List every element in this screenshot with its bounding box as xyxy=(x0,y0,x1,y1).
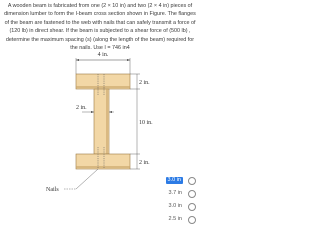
right-dimensions xyxy=(130,74,140,169)
answer-choice-3[interactable] xyxy=(168,202,196,211)
choice-label: 3.0 in xyxy=(167,177,181,183)
answer-choice-4[interactable] xyxy=(168,215,196,224)
problem-line: (120 lb) in direct shear. If the beam is subjected to a shear force of (500 lb) , xyxy=(9,28,191,35)
top-flange xyxy=(76,74,130,89)
problem-statement xyxy=(2,2,198,52)
problem-line: of the beam are fastened to the web with nails that can safely transmit a force of xyxy=(4,19,196,26)
choice-label: 2.5 in xyxy=(168,216,182,222)
bottom-flange xyxy=(76,154,130,169)
top-dimension xyxy=(76,58,130,74)
dim-top-flange: 2 in. xyxy=(139,80,150,86)
nails-bottom xyxy=(98,147,104,169)
dim-top-width: 4 in. xyxy=(97,52,109,58)
nails-label: Nails xyxy=(46,187,59,193)
radio-button[interactable] xyxy=(188,177,196,185)
dim-web-height: 10 in. xyxy=(139,120,153,126)
radio-button[interactable] xyxy=(188,190,196,198)
nails-top xyxy=(98,74,104,96)
choice-label: 3.7 in xyxy=(168,190,182,196)
dim-web-thickness: 2 in. xyxy=(76,105,87,111)
web xyxy=(94,89,109,154)
web-thickness-dimension xyxy=(82,111,114,113)
radio-button[interactable] xyxy=(188,203,196,211)
radio-button[interactable] xyxy=(188,216,196,224)
problem-line: A wooden beam is fabricated from one (2 × 10 in) and two (2 × 4 in) pieces of xyxy=(7,3,193,9)
problem-line: the nails. Use I = 746 in4 xyxy=(70,45,130,52)
problem-line: dimension lumber to form the I-beam cross section shown in Figure. The flanges xyxy=(4,11,196,18)
problem-line: determine the maximum spacing (s) (along the length of the beam) required for xyxy=(5,36,195,43)
choice-label: 3.0 in xyxy=(168,203,182,209)
dim-bottom-flange: 2 in. xyxy=(139,160,150,166)
answer-choice-1[interactable] xyxy=(166,176,196,185)
answer-choice-2[interactable] xyxy=(168,189,196,198)
